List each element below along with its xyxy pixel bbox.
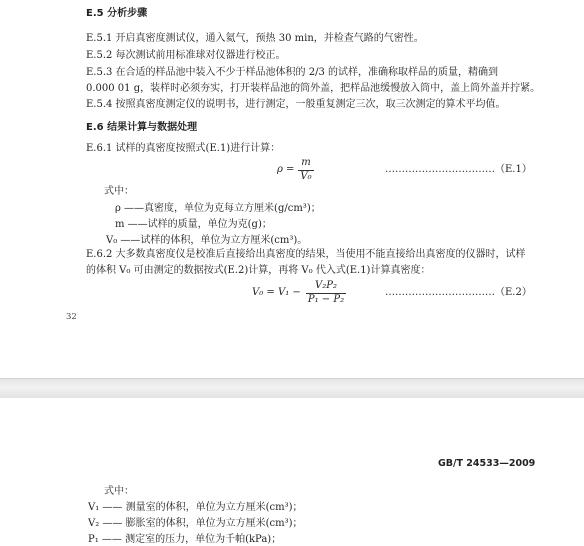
paragraph-e54: E.5.4 按照真密度测定仪的说明书，进行测定，一般重复测定三次，取三次测定的算术平均值。 <box>86 99 506 110</box>
formula-e2-lhs: V₀ = V₁ − <box>252 287 301 298</box>
section-heading-e5: E.5 分析步骤 <box>86 8 148 19</box>
paragraph-e51: E.5.1 开启真密度测试仪，通入氦气，预热 30 min，并检查气路的气密性。 <box>86 33 424 44</box>
paragraph-e61: E.6.1 试样的真密度按照式(E.1)进行计算： <box>86 143 281 154</box>
paragraph-e52: E.5.2 每次测试前用标准球对仪器进行校正。 <box>86 50 286 61</box>
formula-e2-numerator: V₂P₂ <box>315 280 337 291</box>
paragraph-e62-line1: E.6.2 大多数真密度仪是校准后直接给出真密度的结果，当使用不能直接给出真密度的仪器时，试样 <box>86 249 526 260</box>
document-id: GB/T 24533—2009 <box>438 458 536 469</box>
document-page-lower <box>0 398 584 546</box>
definition-v2: V₂ —— 膨胀室的体积，单位为立方厘米(cm³)； <box>88 518 303 529</box>
paragraph-e62-line2: 的体积 V₀ 可由测定的数据按式(E.2)计算，再将 V₀ 代入式(E.1)计算真密度： <box>86 265 431 276</box>
page-separator <box>0 378 584 400</box>
formula-e2-denominator: P₁ − P₂ <box>307 294 345 305</box>
formula-e1-lhs: ρ = <box>277 164 295 175</box>
section-heading-e6: E.6 结果计算与数据处理 <box>86 122 198 133</box>
definition-v0: V₀ ——试样的体积，单位为立方厘米(cm³)。 <box>106 235 308 246</box>
formula-e1-denominator: V₀ <box>300 171 312 182</box>
definition-p1: P₁ —— 测定室的压力，单位为千帕(kPa)； <box>88 534 282 545</box>
formula-e1-numerator: m <box>301 157 311 168</box>
page-number: 32 <box>66 312 77 322</box>
paragraph-e53-line2: 0.000 01 g，装样时必须夯实，打开装样品池的筒外盖，把样品池缓慢放入筒中，盖上筒外盖并拧紧。 <box>86 83 541 94</box>
definition-m: m ——试样的质量，单位为克(g)； <box>115 219 272 230</box>
definition-v1: V₁ —— 测量室的体积，单位为立方厘米(cm³)； <box>88 502 303 513</box>
definition-rho: ρ ——真密度，单位为克每立方厘米(g/cm³)； <box>115 203 321 214</box>
formula-e2-reference: ……………………………（E.2） <box>385 287 532 298</box>
formula-e1-reference: ……………………………（E.1） <box>385 164 532 175</box>
where-label-2: 式中： <box>104 486 134 497</box>
where-label: 式中： <box>104 186 134 197</box>
paragraph-e53-line1: E.5.3 在合适的样品池中装入不少于样品池体积的 2/3 的试样，准确称取样品的质量，精确到 <box>86 67 499 78</box>
